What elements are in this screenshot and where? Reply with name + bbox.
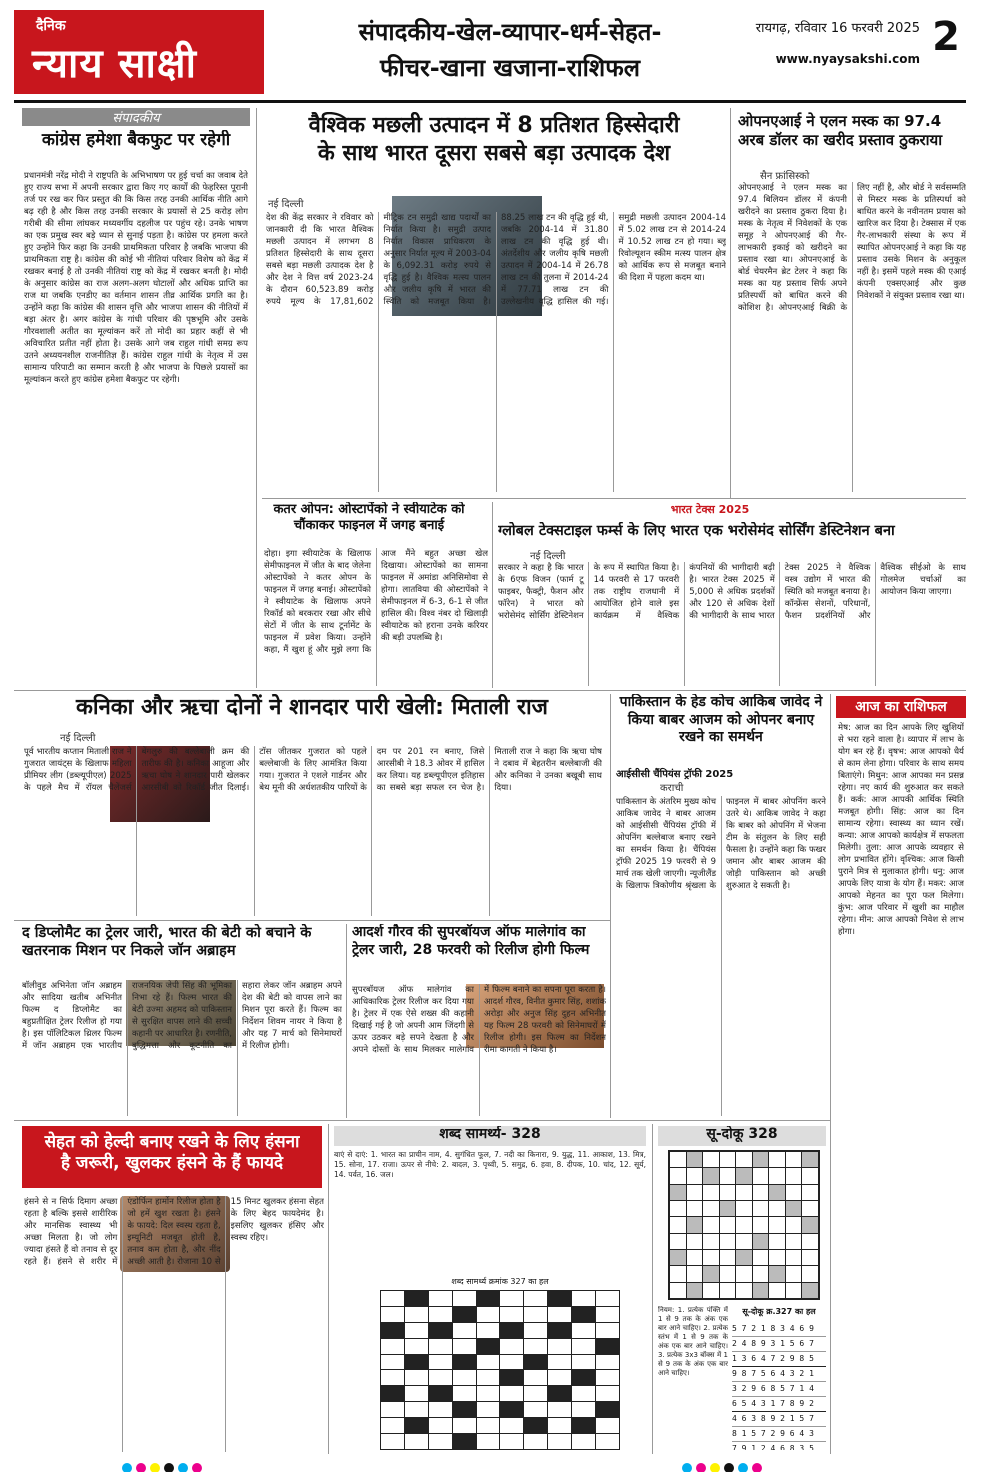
fish-headline-line2: के साथ भारत दूसरा सबसे बड़ा उत्पादक देश <box>317 140 671 166</box>
pakistan-tag: आईसीसी चैंपियंस ट्रॉफी 2025 <box>616 769 734 780</box>
section-rule <box>14 690 966 691</box>
column-rule <box>730 108 731 498</box>
editorial-tag: संपादकीय <box>22 108 250 126</box>
rashifal-body: मेष: आज का दिन आपके लिए खुशियों से भरा रहने वाला है। व्यापार में लाभ के योग बन रहे हैं। वृषभ: आज आपको धैर्य से काम लेना होगा। परिवार के साथ समय बिताएंगे। मिथुन: आज आपका मन प्रसन्न रहेगा। नए कार्य की शुरुआत कर सकते हैं। कर्क: आज आपकी आर्थिक स्थिति मजबूत होगी। सिंह: आज का दिन सामान्य रहेगा। स्वास्थ्य का ध्यान रखें। कन्या: आज आपको कार्यक्षेत्र में सफलता मिलेगी। तुला: आज आपके व्यवहार से लोग प्रभावित होंगे। वृश्चिक: आज किसी पुराने मित्र से मुलाकात होगी। धनु: आज आपके लिए यात्रा के योग हैं। मकर: आज आपको मेहनत का पूरा फल मिलेगा। कुंभ: आज परिवार में खुशी का माहौल रहेगा। मीन: आज आपको निवेश से लाभ होगा। <box>838 723 964 937</box>
musk-headline: ओपनएआई ने एलन मस्क का 97.4 अरब डॉलर का खरीद प्रस्ताव ठुकराया <box>738 112 943 149</box>
malegaon-headline: आदर्श गौरव की सुपरबॉयज ऑफ मालेगांव का ट्रेलर जारी, 28 फरवरी को रिलीज होगी फिल्म <box>352 924 590 958</box>
crossword-clues: बाएं से दाएं: 1. भारत का प्राचीन नाम, 4. सुगंधित फूल, 7. नदी का किनारा, 9. युद्ध, 11. आकाश, 13. मित्र, 15. सोना, 17. राजा। ऊपर से नीचे: 2. बादल, 3. पृथ्वी, 5. समुद्र, 6. हवा, 8. दीपक, 10. चांद, 12. सूर्य, 14. पर्वत, 16. जल। <box>334 1150 646 1179</box>
masthead-daink: दैनिक <box>36 18 66 34</box>
masthead-logo <box>14 10 264 94</box>
masthead-date: रायगढ़, रविवार 16 फरवरी 2025 <box>755 21 920 36</box>
pakistan-body: पाकिस्तान के अंतरिम मुख्य कोच आकिब जावेद ने बाबर आजम को आईसीसी चैंपियंस ट्रॉफी में ओपनिंग बल्लेबाज बनाए रखने का समर्थन किया है। चैंपियंस ट्रॉफी 2025 19 फरवरी से 9 मार्च तक खेली जाएगी। न्यूजीलैंड के खिलाफ त्रिकोणीय श्रृंखला के फाइनल में बाबर ओपनिंग करने उतरे थे। आकिब जावेद ने कहा कि बाबर को ओपनिंग में भेजना टीम के संतुलन के लिए सही फैसला है। उन्होंने कहा कि फखर जमान और बाबर आजम की जोड़ी पाकिस्तान को अच्छी शुरुआत दे सकती है। <box>616 797 826 891</box>
section-rule <box>262 498 966 499</box>
sudoku-solution-row: 3 2 9 6 8 5 7 1 4 <box>732 1382 826 1397</box>
qatar-body: दोहा। इगा स्वीयाटेक के खिलाफ सेमीफाइनल में जीत के बाद जेलेना ओस्टापेंको ने कतर ओपन के फाइनल में जगह बनाई। ओस्टापेंको ने स्वीयाटेक के खिलाफ अपने रिकॉर्ड को बरकरार रखा और सीधे सेटों में जीत के साथ टूर्नामेंट के फाइनल में प्रवेश किया। उन्होंने कहा, मैं खुश हूं और मुझे लगा कि आज मैंने बहुत अच्छा खेल दिखाया। ओस्टापेंको का सामना फाइनल में अमांडा अनिसिमोवा से होगा। लातविया की ओस्टापेंको ने सेमीफाइनल में 6-3, 6-1 से जीत हासिल की। विश्व नंबर दो खिलाड़ी स्वीयाटेक को हराना उनके करियर की बड़ी उपलब्धि है। <box>264 549 488 655</box>
health-body: हंसने से न सिर्फ दिमाग अच्छा रहता है बल्कि इससे शारीरिक और मानसिक स्वास्थ्य भी अच्छा मिलता है। जो लोग ज्यादा हंसते हैं वो तनाव से दूर रहते हैं। हंसने से शरीर में एंडोर्फिन हार्मोन रिलीज होता है जो हमें खुश रखता है। हंसने के फायदे: दिल स्वस्थ रहता है, इम्यूनिटी मजबूत होती है, तनाव कम होता है, और नींद अच्छी आती है। रोजाना 10 से 15 मिनट खुलकर हंसना सेहत के लिए बेहद फायदेमंद है। इसलिए खुलकर हंसिए और स्वस्थ रहिए। <box>24 1197 324 1267</box>
masthead-categories-line1: संपादकीय-खेल-व्यापार-धर्म-सेहत- <box>358 18 662 46</box>
qatar-headline: कतर ओपन: ओस्टापेंको ने स्वीयाटेक को चौंकाकर फाइनल में जगह बनाई <box>273 502 465 534</box>
page-number: 2 <box>932 14 960 60</box>
sudoku-solution-row: 4 6 3 8 9 2 1 5 7 <box>732 1412 826 1427</box>
sudoku-solution-row: 2 4 8 9 3 1 5 6 7 <box>732 1337 826 1352</box>
masthead-url[interactable]: www.nyaysakshi.com <box>775 52 920 66</box>
masthead-name: न्याय साक्षी <box>32 41 197 87</box>
john-body: बॉलीवुड अभिनेता जॉन अब्राहम और सादिया खतीब अभिनीत फिल्म द डिप्लोमैट का बहुप्रतीक्षित ट्रेलर रिलीज हो गया है। इस पॉलिटिकल थ्रिलर फिल्म में जॉन अब्राहम एक भारतीय राजनयिक जेपी सिंह की भूमिका निभा रहे हैं। फिल्म भारत की बेटी उज्मा अहमद को पाकिस्तान से सुरक्षित वापस लाने की सच्ची कहानी पर आधारित है। रणनीति, बुद्धिमत्ता और कूटनीति का सहारा लेकर जॉन अब्राहम अपने देश की बेटी को वापस लाने का मिशन पूरा करते हैं। फिल्म का निर्देशन शिवम नायर ने किया है और यह 7 मार्च को सिनेमाघरों में रिलीज होगी। <box>22 981 342 1051</box>
fish-byline: नई दिल्ली <box>268 199 304 210</box>
sudoku-solution-row: 5 7 2 1 8 3 4 6 9 <box>732 1322 826 1337</box>
textile-headline: ग्लोबल टेक्सटाइल फर्म्स के लिए भारत एक भरोसेमंद सोर्सिंग डेस्टिनेशन बना <box>498 523 895 539</box>
column-rule <box>652 1124 653 1454</box>
cricket-headline: कनिका और ऋचा दोनों ने शानदार पारी खेली: मिताली राज <box>75 695 549 720</box>
editorial-headline: कांग्रेस हमेशा बैकफुट पर रहेगी <box>41 130 231 150</box>
malegaon-body: सुपरबॉयज ऑफ मालेगांव का आधिकारिक ट्रेलर रिलीज कर दिया गया है। ट्रेलर में एक ऐसे शख्स की कहानी दिखाई गई है जो अपनी आम जिंदगी से ऊपर उठकर बड़े सपने देखता है और अपने दोस्तों के साथ मिलकर मालेगांव में फिल्म बनाने का सपना पूरा करता है। आदर्श गौरव, विनीत कुमार सिंह, शशांक अरोड़ा और अनुज सिंह दुहन अभिनीत यह फिल्म 28 फरवरी को सिनेमाघरों में रिलीज होगी। इस फिल्म का निर्देशन रीमा कागती ने किया है। <box>352 985 606 1055</box>
health-headline-line2: है जरूरी, खुलकर हंसने के हैं फायदे <box>60 1153 284 1174</box>
sudoku-solution-row: 6 5 4 3 1 7 8 9 2 <box>732 1397 826 1412</box>
column-rule <box>610 694 611 1118</box>
sudoku-solution-row: 1 3 6 4 7 2 9 8 5 <box>732 1352 826 1367</box>
sudoku-rules: नियम: 1. प्रत्येक पंक्ति में 1 से 9 तक के अंक एक बार आने चाहिए। 2. प्रत्येक स्तंभ में 1 से 9 तक के अंक एक बार आने चाहिए। 3. प्रत्येक 3x3 बॉक्स में 1 से 9 तक के अंक एक बार आने चाहिए। <box>658 1306 728 1377</box>
pakistan-headline: पाकिस्तान के हेड कोच आकिब जावेद ने किया बाबर आजम को ओपनर बनाए रखने का समर्थन <box>619 694 823 745</box>
column-rule <box>830 694 831 1454</box>
pakistan-byline: कराची <box>660 783 684 794</box>
column-rule <box>346 924 347 1118</box>
textile-byline: नई दिल्ली <box>530 551 566 562</box>
sudoku-solution-label: सू-दोकू क्र.327 का हल <box>742 1307 816 1316</box>
rashifal-tag: आज का राशिफल <box>836 696 966 718</box>
column-rule <box>256 108 257 688</box>
masthead-categories <box>300 14 720 86</box>
textile-tag: भारत टेक्स 2025 <box>670 503 750 516</box>
crossword-grid[interactable] <box>380 1290 620 1450</box>
sudoku-grid[interactable] <box>668 1150 820 1300</box>
sudoku-solution-row: 7 9 1 2 4 6 8 3 5 <box>732 1444 814 1450</box>
sudoku-headline: सू-दोकू 328 <box>658 1126 826 1146</box>
column-rule <box>328 1124 329 1454</box>
registration-marks <box>120 1458 240 1472</box>
section-rule <box>14 1120 830 1121</box>
health-headline-line1: सेहत को हेल्दी बनाए रखने के लिए हंसना <box>44 1132 300 1152</box>
masthead-categories-line2: फीचर-खाना खजाना-राशिफल <box>380 54 640 82</box>
crossword-headline: शब्द सामर्थ्य- 328 <box>334 1126 646 1146</box>
musk-body: ओपनएआई ने एलन मस्क का 97.4 बिलियन डॉलर में कंपनी खरीदने का प्रस्ताव ठुकरा दिया है। मस्क के नेतृत्व में निवेशकों के एक समूह ने ओपनएआई की गैर-लाभकारी इकाई को खरीदने का प्रस्ताव रखा था। ओपनएआई के बोर्ड चेयरमैन ब्रेट टेलर ने कहा कि मस्क का यह प्रस्ताव सिर्फ अपने प्रतिस्पर्धी को बाधित करने की कोशिश है। ओपनएआई बिक्री के लिए नहीं है, और बोर्ड ने सर्वसम्मति से मिस्टर मस्क के प्रतिस्पर्धा को बाधित करने के नवीनतम प्रयास को खारिज कर दिया है। टेक्सास में एक गैर-लाभकारी संस्था के रूप में स्थापित ओपनएआई ने कहा कि यह प्रस्ताव उसके मिशन के अनुकूल नहीं है। इसमें पहले मस्क की एआई कंपनी एक्सएआई और कुछ निवेशकों ने संयुक्त प्रस्ताव रखा था। <box>738 183 966 313</box>
masthead-divider <box>14 100 966 103</box>
fish-body: देश की केंद्र सरकार ने रविवार को जानकारी दी कि भारत वैश्विक मछली उत्पादन में लगभग 8 प्रतिशत हिस्सेदारी के साथ दूसरा सबसे बड़ा मछली उत्पादक देश है और देश ने वित्त वर्ष 2023-24 के दौरान 60,523.89 करोड़ रुपये मूल्य के 17,81,602 मीट्रिक टन समुद्री खाद्य पदार्थों का निर्यात किया है। समुद्री उत्पाद निर्यात विकास प्राधिकरण के अनुसार निर्यात मूल्य में 2003-04 के 6,092.31 करोड़ रुपये से वृद्धि हुई है। वैश्विक मत्स्य पालन और जलीय कृषि में भारत की स्थिति को मजबूत किया है। 88.25 लाख टन की वृद्धि हुई थी, जबकि 2004-14 में 31.80 लाख टन की वृद्धि हुई थी। अंतर्देशीय और जलीय कृषि मछली उत्पादन में 2004-14 में 26.78 लाख टन की तुलना में 2014-24 में 77.71 लाख टन की उल्लेखनीय वृद्धि हासिल की गई। समुद्री मछली उत्पादन 2004-14 में 5.02 लाख टन से 2014-24 में 10.52 लाख टन हो गया। ब्लू रिवोल्यूशन स्कीम मत्स्य पालन क्षेत्र को आर्थिक रूप से मजबूत बनाने की दिशा में पहला कदम था। <box>266 213 726 307</box>
editorial-body: प्रधानमंत्री नरेंद्र मोदी ने राष्ट्रपति के अभिभाषण पर हुई चर्चा का जवाब देते हुए राज्य सभा में अपनी सरकार द्वारा किए गए कार्यों की फेहरिस्त पूरानी तर्ज पर रख कर फिर प्रस्तुत की कि किस तरह उनकी आर्थिक नीति आगे बढ़ रही है और किस तरह उनकी सरकार के प्रयासों से 25 करोड़ लोग गरीबी की सीमा लांघकर मध्यवर्गीय दहलीज पर पहुंच रहे। उनके भाषण का एक प्रमुख स्वर बड़े ध्यान से सुनाई पड़ता है। कांग्रेस पर हमला करते हुए उन्होंने फिर कहा कि उनकी प्राथमिकता परिवार है जबकि भाजपा की प्राथमिकता राष्ट्र है। कांग्रेस की कोई भी नीतियां परिवार विशेष को केंद्र में रखकर बनाई है तो उनकी नीतियां राष्ट्र को केंद्र में रखकर बनती है। मोदी के अनुसार कांग्रेस का राज अलग-अलग घोटालों और अधिक प्राप्ति का राज था जबकि एनडीए का वर्तमान शासन तीव्र आर्थिक प्रगति का है। उन्होंने कहा कि कांग्रेस की शासन वृत्ति और भाजपा शासन की नीतियों में बड़ा अंतर है। अगर कांग्रेस के गांधी परिवार की पृष्ठभूमि और उसके गौरवशाली अतीत का मूल्यांकन करें तो मोदी का प्रहार कहीं से भी अविचारित प्रतीत नहीं होता है। उसके आगे जब राहुल गांधी समग्र रूप उतने अध्ययनशील राजनीतिज्ञ हैं। कांग्रेस राहुल गांधी के नेतृत्व में उस सामान्य परिपाटी का सम्मान करती है और भाजपा के पिछले प्रयासों का मूल्यांकन करते हुए कांग्रेस हमेशा बैकफुट पर रहेगी। <box>24 171 248 385</box>
john-headline: द डिप्लोमैट का ट्रेलर जारी, भारत की बेटी को बचाने के खतरनाक मिशन पर निकले जॉन अब्राहम <box>22 925 312 960</box>
section-rule <box>14 920 610 921</box>
sudoku-solution <box>732 1322 826 1450</box>
cricket-byline: नई दिल्ली <box>60 733 96 744</box>
health-headline <box>22 1126 322 1188</box>
column-rule <box>492 502 493 688</box>
sudoku-solution-row: 8 1 5 7 2 9 6 4 3 <box>732 1427 826 1442</box>
crossword-solution-label: शब्द सामर्थ्य क्रमांक 327 का हल <box>451 1277 549 1286</box>
fish-headline <box>264 112 724 188</box>
musk-byline: सैन फ्रांसिस्को <box>760 171 810 182</box>
textile-body: सरकार ने कहा है कि भारत के 6एफ विजन (फार्म टू फाइबर, फैक्ट्री, फैशन और फॉरेन) ने भारत को भरोसेमंद सोर्सिंग डेस्टिनेशन के रूप में स्थापित किया है। 14 फरवरी से 17 फरवरी तक राष्ट्रीय राजधानी में आयोजित होने वाले इस कार्यक्रम में वैश्विक कंपनियों की भागीदारी बढ़ी है। भारत टेक्स 2025 में 5,000 से अधिक प्रदर्शकों और 120 से अधिक देशों की भागीदारी के साथ भारत टेक्स 2025 ने वैश्विक वस्त्र उद्योग में भारत की स्थिति को मजबूत बनाया है। कॉन्फ्रेंस सेशनों, परिधानों, फैशन प्रदर्शनियों और वैश्विक सीईओ के साथ गोलमेज चर्चाओं का आयोजन किया जाएगा। <box>498 563 966 621</box>
sudoku-solution-row: 9 8 7 5 6 4 3 2 1 <box>732 1367 826 1382</box>
registration-marks <box>680 1458 800 1472</box>
fish-headline-line1: वैश्विक मछली उत्पादन में 8 प्रतिशत हिस्सेदारी <box>308 113 680 138</box>
cricket-body: पूर्व भारतीय कप्तान मिताली राज ने गुजरात जायंट्स के खिलाफ महिला प्रीमियर लीग (डब्ल्यूपीएल) 2025 के पहले मैच में रॉयल चैलेंजर्स बेंगलुरु की बल्लेबाजी क्रम की तारीफ की है। कनिका आहूजा और ऋचा घोष ने शानदार पारी खेलकर आरसीबी को रिकॉर्ड जीत दिलाई। टॉस जीतकर गुजरात को पहले बल्लेबाजी के लिए आमंत्रित किया गया। गुजरात ने एशले गार्डनर और बेथ मूनी की अर्धशतकीय पारियों के दम पर 201 रन बनाए, जिसे आरसीबी ने 18.3 ओवर में हासिल कर लिया। यह डब्ल्यूपीएल इतिहास का सबसे बड़ा सफल रन चेज है। मिताली राज ने कहा कि ऋचा घोष ने दबाव में बेहतरीन बल्लेबाजी की और कनिका ने उनका बखूबी साथ दिया। <box>24 747 602 793</box>
